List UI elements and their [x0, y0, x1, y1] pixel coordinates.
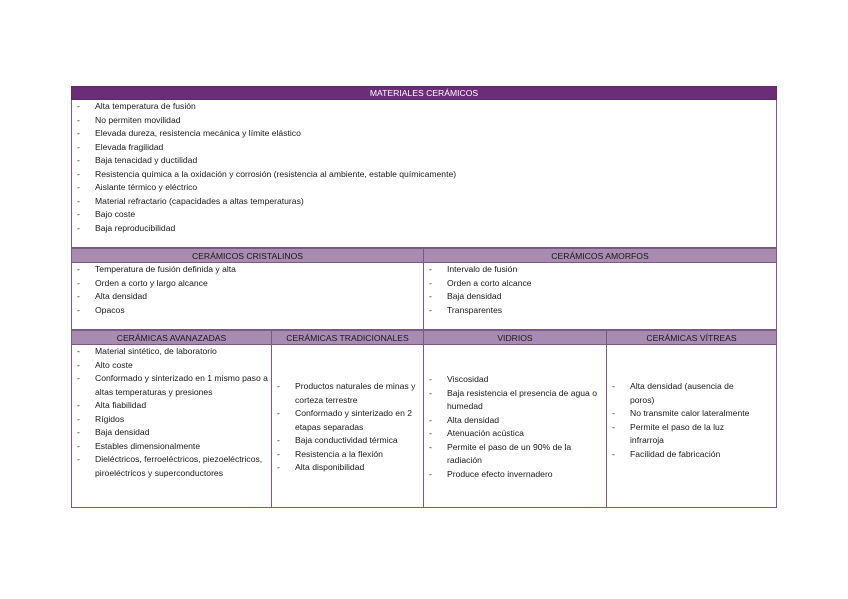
list-item: - Elevada fragilidad: [72, 141, 456, 155]
ceramicos-cristalinos-body: [71, 263, 424, 330]
list-item: - Facilidad de fabricación: [607, 448, 759, 462]
list-item: - Intervalo de fusión: [424, 263, 532, 277]
list-item: - No transmite calor lateralmente: [607, 407, 759, 421]
list-item: - Baja densidad: [424, 290, 532, 304]
vidrios-title: VIDRIOS: [497, 333, 533, 343]
ceramicas-tradicionales-title: CERÁMICAS TRADICIONALES: [286, 333, 409, 343]
list-item: - Resistencia química a la oxidación y corrosión (resistencia al ambiente, estable químicamente): [72, 168, 456, 182]
list-item: - Alta densidad: [72, 290, 236, 304]
list-item: - Aislante térmico y eléctrico: [72, 181, 456, 195]
ceramicos-cristalinos-list: [72, 263, 236, 317]
ceramicos-cristalinos-title: CERÁMICOS CRISTALINOS: [191, 251, 304, 261]
list-item: - Temperatura de fusión definida y alta: [72, 263, 236, 277]
ceramicas-vitreas-list: [607, 380, 759, 461]
list-item: - Baja densidad: [72, 426, 268, 440]
list-item: - Opacos: [72, 304, 236, 318]
list-item: - Material refractario (capacidades a altas temperaturas): [72, 195, 456, 209]
list-item: - Resistencia a la flexión: [272, 448, 420, 462]
list-item: - Alta densidad (ausencia de poros): [607, 380, 759, 407]
ceramicas-tradicionales-list: [272, 380, 420, 475]
list-item: - Permite el paso de la luz infrarroja: [607, 421, 759, 448]
vidrios-list: [424, 373, 602, 481]
list-item: - Atenuación acústica: [424, 427, 602, 441]
list-item: - Productos naturales de minas y corteza terrestre: [272, 380, 420, 407]
list-item: - Baja conductividad térmica: [272, 434, 420, 448]
ceramicas-avanzadas-title: CERÁMICAS AVANAZADAS: [116, 333, 227, 343]
list-item: - Conformado y sinterizado en 2 etapas separadas: [272, 407, 420, 434]
ceramicas-tradicionales-body: [271, 345, 424, 508]
ceramicos-amorfos-header: [423, 248, 777, 263]
list-item: - Conformado y sinterizado en 1 mismo paso a altas temperaturas y presiones: [72, 372, 268, 399]
list-item: - Alta temperatura de fusión: [72, 100, 456, 114]
list-item: - Dieléctricos, ferroeléctricos, piezoeléctricos, piroeléctricos y superconductores: [72, 453, 268, 480]
list-item: - Alta densidad: [424, 414, 602, 428]
materiales-ceramicos-list: [72, 100, 456, 235]
list-item: - Viscosidad: [424, 373, 602, 387]
list-item: - Material sintético, de laboratorio: [72, 345, 268, 359]
list-item: - Alta disponibilidad: [272, 461, 420, 475]
list-item: - Baja reproducibilidad: [72, 222, 456, 236]
list-item: - Rígidos: [72, 413, 268, 427]
ceramicas-vitreas-body: [606, 345, 777, 508]
list-item: - Baja resistencia el presencia de agua o humedad: [424, 387, 602, 414]
list-item: - No permiten movilidad: [72, 114, 456, 128]
ceramicos-amorfos-list: [424, 263, 532, 317]
list-item: - Baja tenacidad y ductilidad: [72, 154, 456, 168]
ceramicos-amorfos-body: [423, 263, 777, 330]
list-item: - Produce efecto invernadero: [424, 468, 602, 482]
materiales-ceramicos-title: MATERIALES CERÁMICOS: [369, 88, 479, 98]
list-item: - Elevada dureza, resistencia mecánica y límite elástico: [72, 127, 456, 141]
ceramicas-avanzadas-header: [71, 330, 272, 345]
ceramicos-cristalinos-header: [71, 248, 424, 263]
ceramicos-amorfos-title: CERÁMICOS AMORFOS: [551, 251, 649, 261]
list-item: - Bajo coste: [72, 208, 456, 222]
materiales-ceramicos-body: [71, 100, 777, 248]
ceramicas-tradicionales-header: [271, 330, 424, 345]
list-item: - Alto coste: [72, 359, 268, 373]
ceramicas-vitreas-header: [606, 330, 777, 345]
materiales-ceramicos-header: [71, 86, 777, 100]
ceramicas-vitreas-title: CERÁMICAS VÍTREAS: [646, 333, 737, 343]
list-item: - Estables dimensionalmente: [72, 440, 268, 454]
vidrios-body: [423, 345, 607, 508]
list-item: - Permite el paso de un 90% de la radiación: [424, 441, 602, 468]
vidrios-header: [423, 330, 607, 345]
list-item: - Alta fiabilidad: [72, 399, 268, 413]
ceramicas-avanzadas-body: [71, 345, 272, 508]
list-item: - Transparentes: [424, 304, 532, 318]
ceramicas-avanzadas-list: [72, 345, 268, 480]
list-item: - Orden a corto alcance: [424, 277, 532, 291]
list-item: - Orden a corto y largo alcance: [72, 277, 236, 291]
